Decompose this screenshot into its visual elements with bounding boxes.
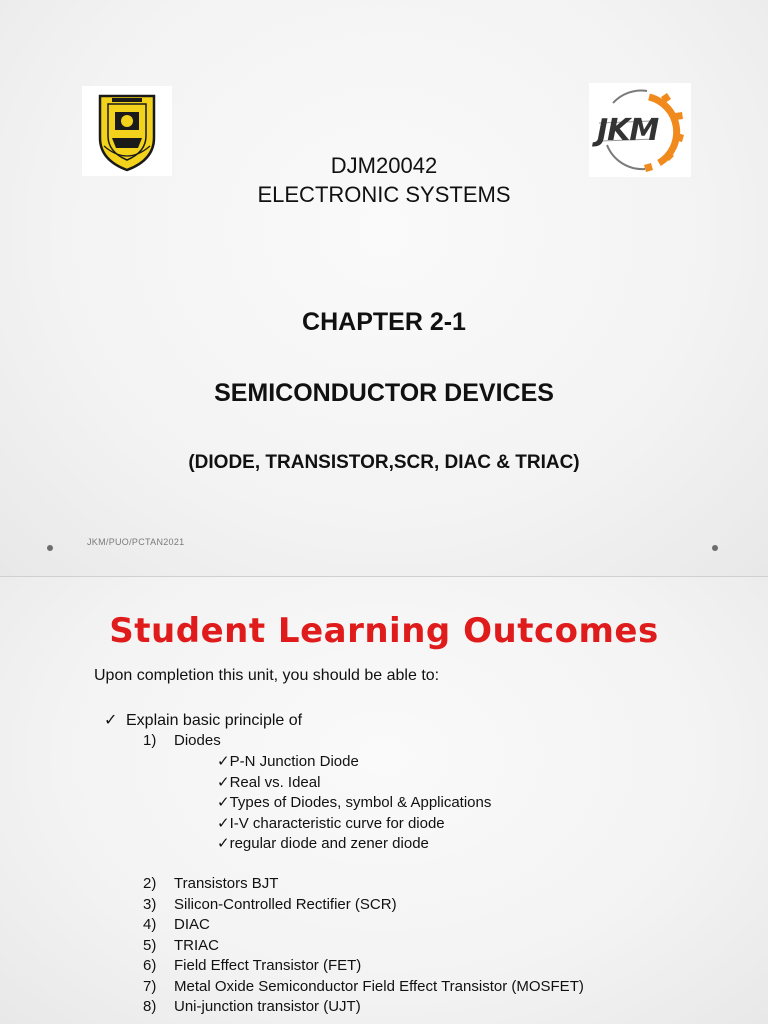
sub-list-item: ✓regular diode and zener diode xyxy=(217,835,429,852)
topic-title: SEMICONDUCTOR DEVICES xyxy=(214,379,554,407)
list-item xyxy=(143,732,221,749)
list-number: 5) xyxy=(143,937,157,954)
list-item xyxy=(143,916,210,933)
intro-text: Upon completion this unit, you should be able to: xyxy=(94,667,440,684)
list-label: Transistors BJT xyxy=(174,875,279,892)
course-name: ELECTRONIC SYSTEMS xyxy=(257,182,511,207)
list-label: Uni-junction transistor (UJT) xyxy=(174,998,361,1015)
list-label: TRIAC xyxy=(174,937,219,954)
check-icon: ✓ xyxy=(104,712,118,729)
decorative-dot xyxy=(47,545,53,551)
sub-list-item: ✓I-V characteristic curve for diode xyxy=(217,815,445,832)
list-number: 4) xyxy=(143,916,157,933)
list-number: 2) xyxy=(143,875,157,892)
learning-outcomes-slide xyxy=(0,577,768,1024)
list-label: Diodes xyxy=(174,732,221,749)
list-number: 3) xyxy=(143,896,157,913)
list-item xyxy=(143,937,219,954)
list-label: DIAC xyxy=(174,916,210,933)
subtopic-title: (DIODE, TRANSISTOR,SCR, DIAC & TRIAC) xyxy=(188,452,580,473)
jkm-logo-wordmark: JKM xyxy=(597,113,659,148)
slide-footer: JKM/PUO/PCTAN2021 xyxy=(87,537,185,547)
list-item xyxy=(143,957,361,974)
list-number: 6) xyxy=(143,957,157,974)
list-label: Metal Oxide Semiconductor Field Effect Transistor (MOSFET) xyxy=(174,978,584,995)
sub-list-item: ✓Types of Diodes, symbol & Applications xyxy=(217,794,492,811)
list-item xyxy=(143,875,278,892)
chapter-title: CHAPTER 2-1 xyxy=(302,308,466,336)
list-item xyxy=(143,998,361,1015)
main-check-item xyxy=(104,710,302,730)
slide-title: Student Learning Outcomes xyxy=(109,611,659,651)
list-number: 7) xyxy=(143,978,157,995)
list-label: Silicon-Controlled Rectifier (SCR) xyxy=(174,896,397,913)
list-number: 1) xyxy=(143,732,157,749)
main-check-label: Explain basic principle of xyxy=(126,712,303,729)
sub-list-item: ✓P-N Junction Diode xyxy=(217,753,359,770)
list-item xyxy=(143,978,584,995)
list-item xyxy=(143,896,397,913)
list-label: Field Effect Transistor (FET) xyxy=(174,957,362,974)
sub-list-item: ✓Real vs. Ideal xyxy=(217,774,321,791)
decorative-dot xyxy=(712,545,718,551)
list-number: 8) xyxy=(143,998,157,1015)
course-code: DJM20042 xyxy=(330,153,438,178)
